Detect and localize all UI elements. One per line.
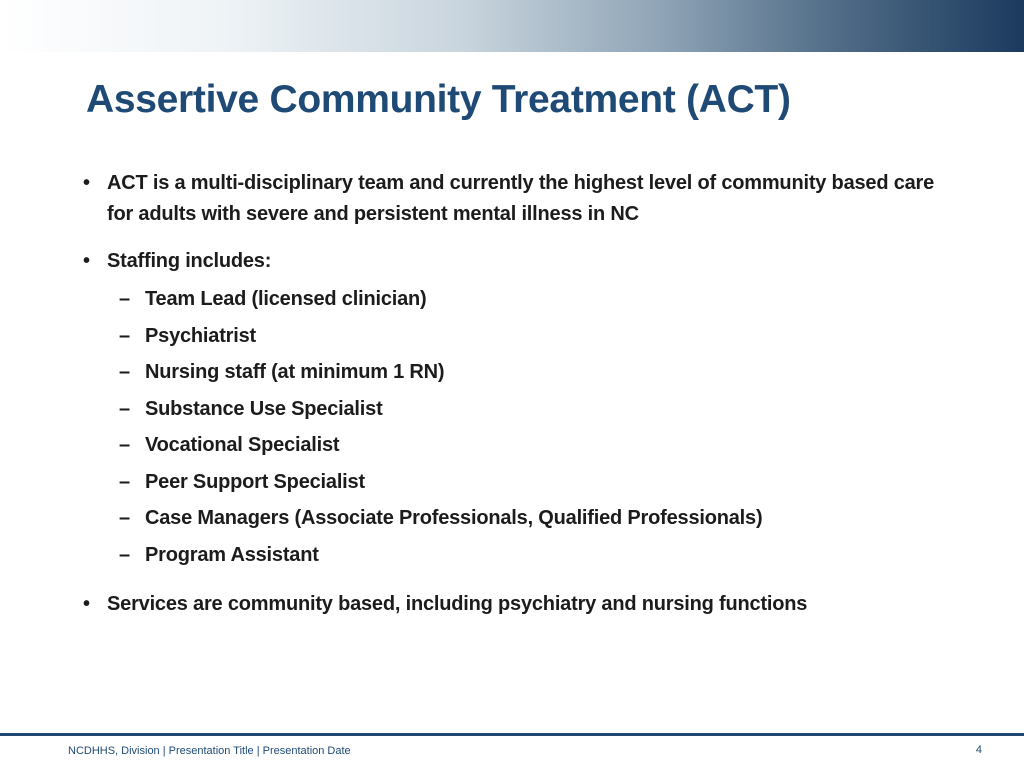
staffing-item-program-assistant [107,537,960,574]
staffing-list [107,281,960,573]
staffing-item-label: Nursing staff (at minimum 1 RN) [145,361,445,383]
staffing-item-label: Vocational Specialist [145,434,340,456]
staffing-item-vocational [107,427,960,464]
staffing-item-label: Psychiatrist [145,324,256,347]
bullet-dot-icon: • [83,250,90,272]
staffing-item-label: Peer Support Specialist [145,470,365,493]
dash-icon: – [119,507,130,529]
bullet-text: Services are community based, including psychiatry and nursing functions [107,593,808,615]
bullet-dot-icon: • [83,172,90,194]
dash-icon: – [119,324,130,347]
staffing-item-peer-support [107,464,960,501]
staffing-item-label: Case Managers (Associate Professionals, Qualified Professionals) [145,507,763,529]
staffing-item-nursing [107,354,960,391]
staffing-item-team-lead [107,281,960,318]
staffing-item-case-managers [107,500,960,537]
bullet-act-definition [80,168,960,230]
staffing-item-substance-use [107,391,960,428]
bullet-text: Staffing includes: [107,250,272,272]
staffing-item-label: Team Lead (licensed clinician) [145,288,427,310]
bullet-staffing [80,246,960,573]
dash-icon: – [119,288,130,310]
bullet-services [80,589,960,620]
page-number: 4 [975,744,982,756]
dash-icon: – [119,397,130,420]
bullet-dot-icon: • [83,593,90,615]
bullet-text: ACT is a multi-disciplinary team and currently the highest level of community based care for adults with severe and persistent mental illness in NC [107,172,935,225]
footer-divider [0,733,1024,736]
dash-icon: – [119,470,130,493]
slide-title: Assertive Community Treatment (ACT) [86,78,791,121]
dash-icon: – [119,361,130,383]
dash-icon: – [119,434,130,456]
staffing-item-label: Program Assistant [145,543,319,566]
staffing-item-label: Substance Use Specialist [145,397,383,420]
header-gradient-banner [0,0,1024,52]
staffing-item-psychiatrist [107,318,960,355]
slide-body [80,168,960,620]
footer-text: NCDHHS, Division | Presentation Title | Presentation Date [68,745,351,757]
dash-icon: – [119,543,130,566]
